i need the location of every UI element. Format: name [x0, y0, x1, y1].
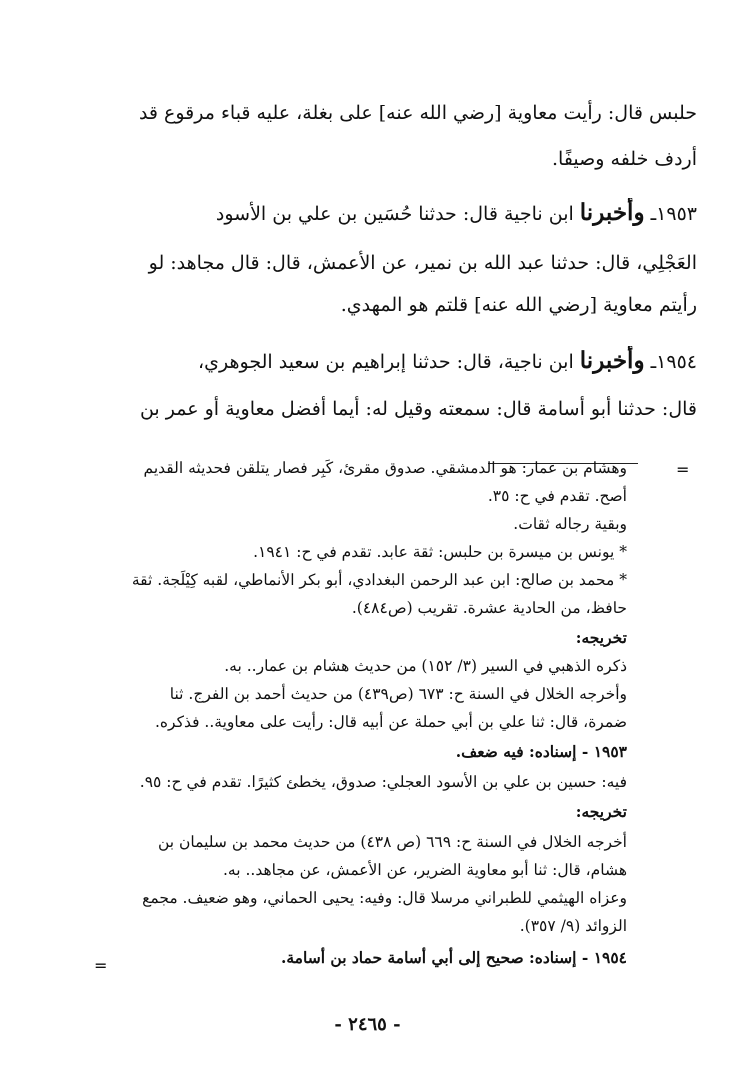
footnote-text: * محمد بن صالح: ابن عبد الرحمن البغدادي، أبو بكر الأنماطي، لقبه كِيْلَجة. ثقة	[131, 571, 627, 589]
footnote-text: وأخرجه الخلال في السنة ح: ٦٧٣ (ص٤٣٩) من حديث أحمد بن الفرج. ثنا	[169, 685, 627, 703]
hadith-intro-word: وأخبرنا	[579, 347, 645, 374]
footnote-line	[37, 456, 627, 482]
main-line-text: رأيتم معاوية [رضي الله عنه] قلتم هو المهدي.	[340, 294, 697, 316]
hadith-1953-line	[37, 198, 697, 232]
footnote-line	[37, 710, 627, 736]
footnote-text: فيه: حسين بن علي بن الأسود العجلي: صدوق، يخطئ كثيرًا. تقدم في ح: ٩٥.	[139, 773, 627, 791]
page-number: - ٢٤٦٥ -	[334, 1014, 401, 1035]
footnote-line	[37, 540, 627, 566]
footnote-heading-text: تخريجه:	[575, 628, 627, 647]
hadith-number: ١٩٥٣ـ	[644, 203, 697, 225]
footnote-text: هشام، قال: ثنا أبو معاوية الضرير، عن الأعمش، عن مجاهد.. به.	[222, 861, 627, 879]
main-line-text: ابن ناجية قال: حدثنا حُسَين بن علي بن الأسود	[215, 203, 580, 225]
continuation-mark: =	[676, 460, 690, 479]
footnote-line	[37, 770, 627, 796]
continuation-mark: =	[94, 956, 108, 975]
takhrij-heading	[37, 626, 627, 652]
footnote-line	[37, 886, 627, 912]
footnote-heading-text: ١٩٥٤ - إسناده: صحيح إلى أبي أسامة حماد بن أسامة.	[280, 948, 627, 967]
footnote-text: ضمرة، قال: ثنا علي بن أبي حملة عن أبيه قال: رأيت على معاوية.. فذكره.	[154, 713, 627, 731]
main-line	[37, 144, 697, 178]
footnote-line	[37, 858, 627, 884]
footnote-line	[37, 484, 627, 510]
takhrij-heading	[37, 800, 627, 826]
main-line-text: أردف خلفه وصيفًا.	[551, 148, 697, 170]
footnote-text: ذكره الذهبي في السير (٣/ ١٥٢) من حديث هشام بن عمار.. به.	[224, 657, 627, 675]
main-line-text: العَجْلِي، قال: حدثنا عبد الله بن نمير، عن الأعمش، قال: قال مجاهد: لو	[148, 252, 697, 274]
footnote-line	[37, 654, 627, 680]
footnote-text: وبقية رجاله ثقات.	[513, 515, 627, 533]
footnote-line	[37, 512, 627, 538]
isnad-1953-heading	[37, 740, 627, 766]
isnad-1954-heading	[37, 946, 627, 972]
footnote-text: أصح. تقدم في ح: ٣٥.	[487, 487, 627, 505]
main-line	[37, 248, 697, 282]
hadith-intro-word: وأخبرنا	[579, 199, 645, 226]
footnote-line	[37, 596, 627, 622]
footnote-heading-text: ١٩٥٣ - إسناده: فيه ضعف.	[455, 742, 627, 761]
footnote-text: * يونس بن ميسرة بن حلبس: ثقة عابد. تقدم في ح: ١٩٤١.	[253, 543, 627, 561]
footnote-line	[37, 830, 627, 856]
footnote-line	[37, 914, 627, 940]
footnote-text: حافظ، من الحادية عشرة. تقريب (ص٤٨٤).	[351, 599, 627, 617]
main-line-text: ابن ناجية، قال: حدثنا إبراهيم بن سعيد الجوهري،	[198, 351, 580, 373]
main-line	[37, 98, 697, 132]
footnote-line	[37, 682, 627, 708]
footnote-text: وهشام بن عمار: هو الدمشقي. صدوق مقرئ، كَبِر فصار يتلقن فحديثه القديم	[143, 459, 627, 477]
hadith-1954-line	[37, 346, 697, 380]
footnote-text: أخرجه الخلال في السنة ح: ٦٦٩ (ص ٤٣٨) من حديث محمد بن سليمان بن	[158, 833, 627, 851]
main-line	[37, 290, 697, 324]
footnote-heading-text: تخريجه:	[575, 802, 627, 821]
main-line-text: حلبس قال: رأيت معاوية [رضي الله عنه] على بغلة، عليه قباء مرقوع قد	[138, 102, 697, 124]
main-line	[37, 394, 697, 428]
main-line-text: قال: حدثنا أبو أسامة قال: سمعته وقيل له: أيما أفضل معاوية أو عمر بن	[139, 398, 697, 420]
footnote-line	[37, 568, 627, 594]
hadith-number: ١٩٥٤ـ	[644, 351, 697, 373]
footnote-text: وعزاه الهيثمي للطبراني مرسلا قال: وفيه: يحيى الحماني، وهو ضعيف. مجمع	[142, 889, 627, 907]
footnote-text: الزوائد (٩/ ٣٥٧).	[519, 917, 627, 935]
